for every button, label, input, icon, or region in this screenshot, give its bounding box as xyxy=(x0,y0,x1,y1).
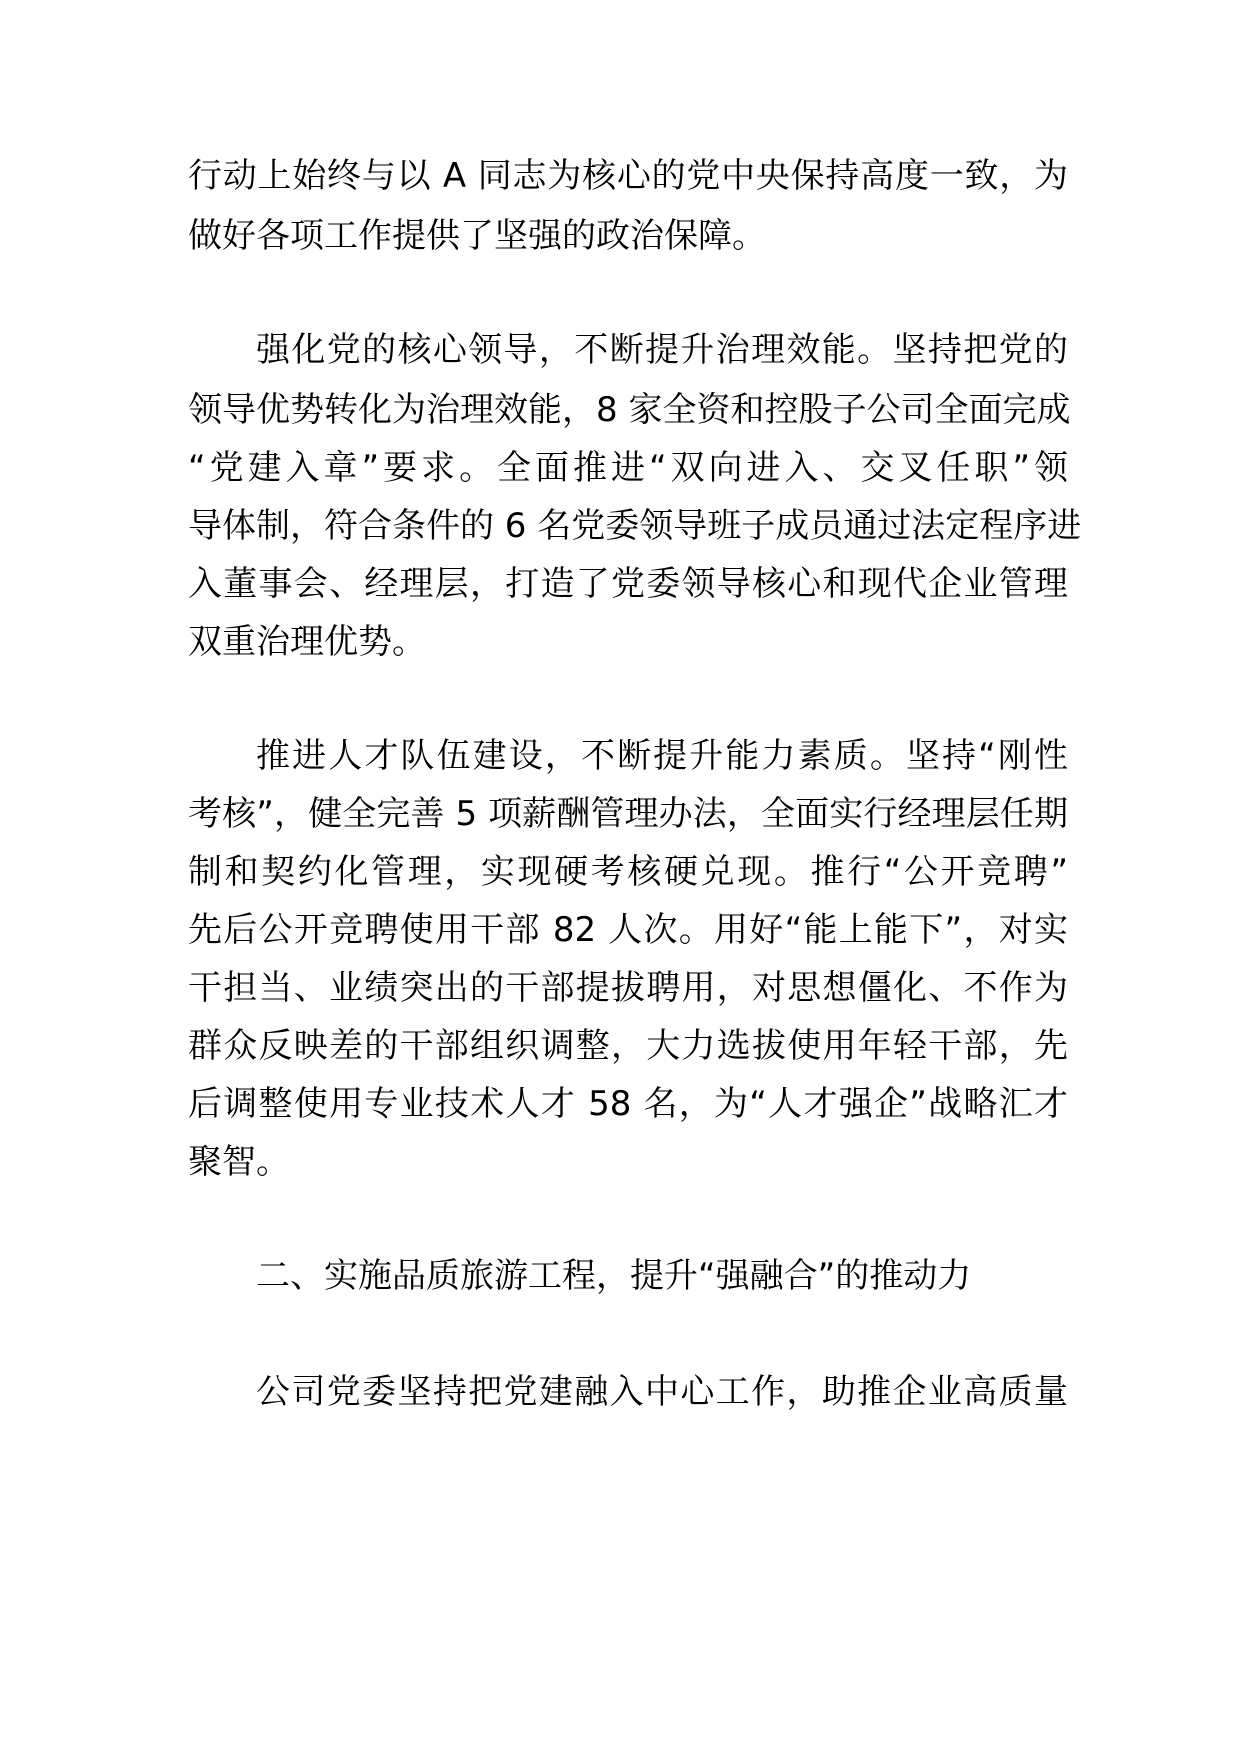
text-line: 干担当、业绩突出的干部提拔聘用，对思想僵化、不作为 xyxy=(188,968,1068,1008)
text-line: 双重治理优势。 xyxy=(188,622,426,662)
text-line: 公司党委坚持把党建融入中心工作，助推企业高质量 xyxy=(256,1372,1068,1412)
text-line: 导体制，符合条件的 6 名党委领导班子成员通过法定程序进 xyxy=(188,506,1082,546)
text-line: 推进人才队伍建设，不断提升能力素质。坚持“刚性 xyxy=(256,736,1068,776)
text-line: 群众反映差的干部组织调整，大力选拔使用年轻干部，先 xyxy=(188,1026,1068,1066)
text-line: 先后公开竞聘使用干部 82 人次。用好“能上能下”，对实 xyxy=(188,910,1068,950)
text-line: 聚智。 xyxy=(188,1142,290,1182)
text-line: “党建入章”要求。全面推进“双向进入、交叉任职”领 xyxy=(188,448,1068,488)
text-line: 强化党的核心领导，不断提升治理效能。坚持把党的 xyxy=(256,330,1068,370)
text-line: 做好各项工作提供了坚强的政治保障。 xyxy=(188,216,766,256)
text-line: 后调整使用专业技术人才 58 名，为“人才强企”战略汇才 xyxy=(188,1084,1068,1124)
text-line: 考核”，健全完善 5 项薪酬管理办法，全面实行经理层任期 xyxy=(188,794,1068,834)
text-line: 行动上始终与以 A 同志为核心的党中央保持高度一致，为 xyxy=(188,156,1068,196)
section-heading: 二、实施品质旅游工程，提升“强融合”的推动力 xyxy=(256,1256,972,1296)
text-line: 入董事会、经理层，打造了党委领导核心和现代企业管理 xyxy=(188,564,1068,604)
text-line: 领导优势转化为治理效能，8 家全资和控股子公司全面完成 xyxy=(188,390,1071,430)
text-line: 制和契约化管理，实现硬考核硬兑现。推行“公开竞聘” xyxy=(188,852,1068,892)
